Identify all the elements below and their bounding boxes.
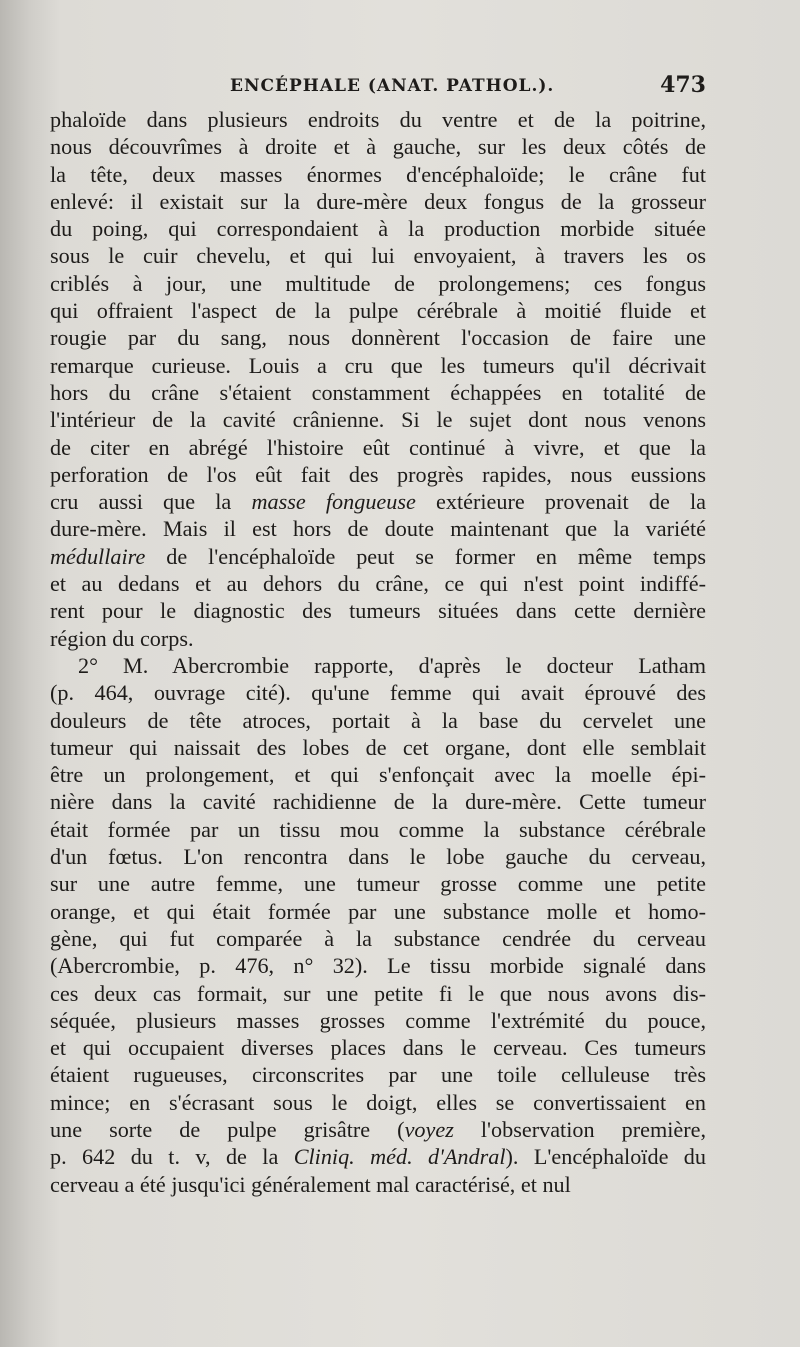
text-line: douleurs de tête atroces, portait à la base du cervelet une [50, 707, 706, 733]
text-line: sur une autre femme, une tumeur grosse comme une petite [50, 871, 706, 897]
text-line: l'intérieur de la cavité crânienne. Si le sujet dont nous venons [50, 407, 706, 433]
body-text [50, 106, 706, 1198]
text-line: la tête, deux masses énormes d'encéphaloïde; le crâne fut [50, 161, 706, 187]
text-line: être un prolongement, et qui s'enfonçait avec la moelle épi- [50, 762, 706, 788]
text-line: une sorte de pulpe grisâtre (voyez l'observation première, [50, 1116, 706, 1142]
text-line: mince; en s'écrasant sous le doigt, elles se convertissaient en [50, 1089, 706, 1115]
text-line: et au dedans et au dehors du crâne, ce qui n'est point indiffé- [50, 571, 706, 597]
text-line: ces deux cas formait, sur une petite fi le que nous avons dis- [50, 980, 706, 1006]
text-line: région du corps. [50, 625, 194, 651]
text-line: dure-mère. Mais il est hors de doute maintenant que la variété [50, 516, 706, 542]
text-line: étaient rugueuses, circonscrites par une toile celluleuse très [50, 1062, 706, 1088]
page-number: 473 [660, 72, 706, 98]
running-title: ENCÉPHALE (ANAT. PATHOL.). [230, 76, 555, 96]
text-line: cru aussi que la masse fongueuse extérieure provenait de la [50, 489, 706, 515]
text-line: remarque curieuse. Louis a cru que les tumeurs qu'il décrivait [50, 352, 706, 378]
text-line: qui offraient l'aspect de la pulpe cérébrale à moitié fluide et [50, 298, 706, 324]
text-line: sous le cuir chevelu, et qui lui envoyaient, à travers les os [50, 243, 706, 269]
text-line: p. 642 du t. v, de la Cliniq. méd. d'Andral). L'encéphaloïde du [50, 1144, 706, 1170]
text-line: de citer en abrégé l'histoire eût continué à vivre, et que la [50, 434, 706, 460]
text-line: orange, et qui était formée par une substance molle et homo- [50, 898, 706, 924]
text-line: hors du crâne s'étaient constamment échappées en totalité de [50, 379, 706, 405]
text-line: cerveau a été jusqu'ici généralement mal caractérisé, et nul [50, 1171, 571, 1197]
text-line: (Abercrombie, p. 476, n° 32). Le tissu morbide signalé dans [50, 953, 706, 979]
text-line: rougie par du sang, nous donnèrent l'occasion de faire une [50, 325, 706, 351]
text-line: séquée, plusieurs masses grosses comme l'extrémité du pouce, [50, 1007, 706, 1033]
text-line: criblés à jour, une multitude de prolongemens; ces fongus [50, 270, 706, 296]
text-line: (p. 464, ouvrage cité). qu'une femme qui avait éprouvé des [50, 680, 706, 706]
text-line: enlevé: il existait sur la dure-mère deux fongus de la grosseur [50, 188, 706, 214]
text-line: phaloïde dans plusieurs endroits du ventre et de la poitrine, [50, 107, 706, 132]
text-line: nous découvrîmes à droite et à gauche, sur les deux côtés de [50, 134, 706, 160]
text-line: rent pour le diagnostic des tumeurs situées dans cette dernière [50, 598, 706, 624]
text-line: du poing, qui correspondaient à la production morbide située [50, 216, 706, 242]
text-line: tumeur qui naissait des lobes de cet organe, dont elle semblait [50, 734, 706, 760]
text-line: et qui occupaient diverses places dans le cerveau. Ces tumeurs [50, 1035, 706, 1061]
text-line: d'un fœtus. L'on rencontra dans le lobe gauche du cerveau, [50, 844, 706, 870]
text-line: était formée par un tissu mou comme la substance cérébrale [50, 816, 706, 842]
text-line: médullaire de l'encéphaloïde peut se former en même temps [50, 543, 706, 569]
running-head [50, 72, 706, 104]
text-line: perforation de l'os eût fait des progrès rapides, nous eussions [50, 461, 706, 487]
text-line: 2° M. Abercrombie rapporte, d'après le docteur Latham [78, 652, 706, 678]
text-line: gène, qui fut comparée à la substance cendrée du cerveau [50, 925, 706, 951]
text-line: nière dans la cavité rachidienne de la dure-mère. Cette tumeur [50, 789, 706, 815]
